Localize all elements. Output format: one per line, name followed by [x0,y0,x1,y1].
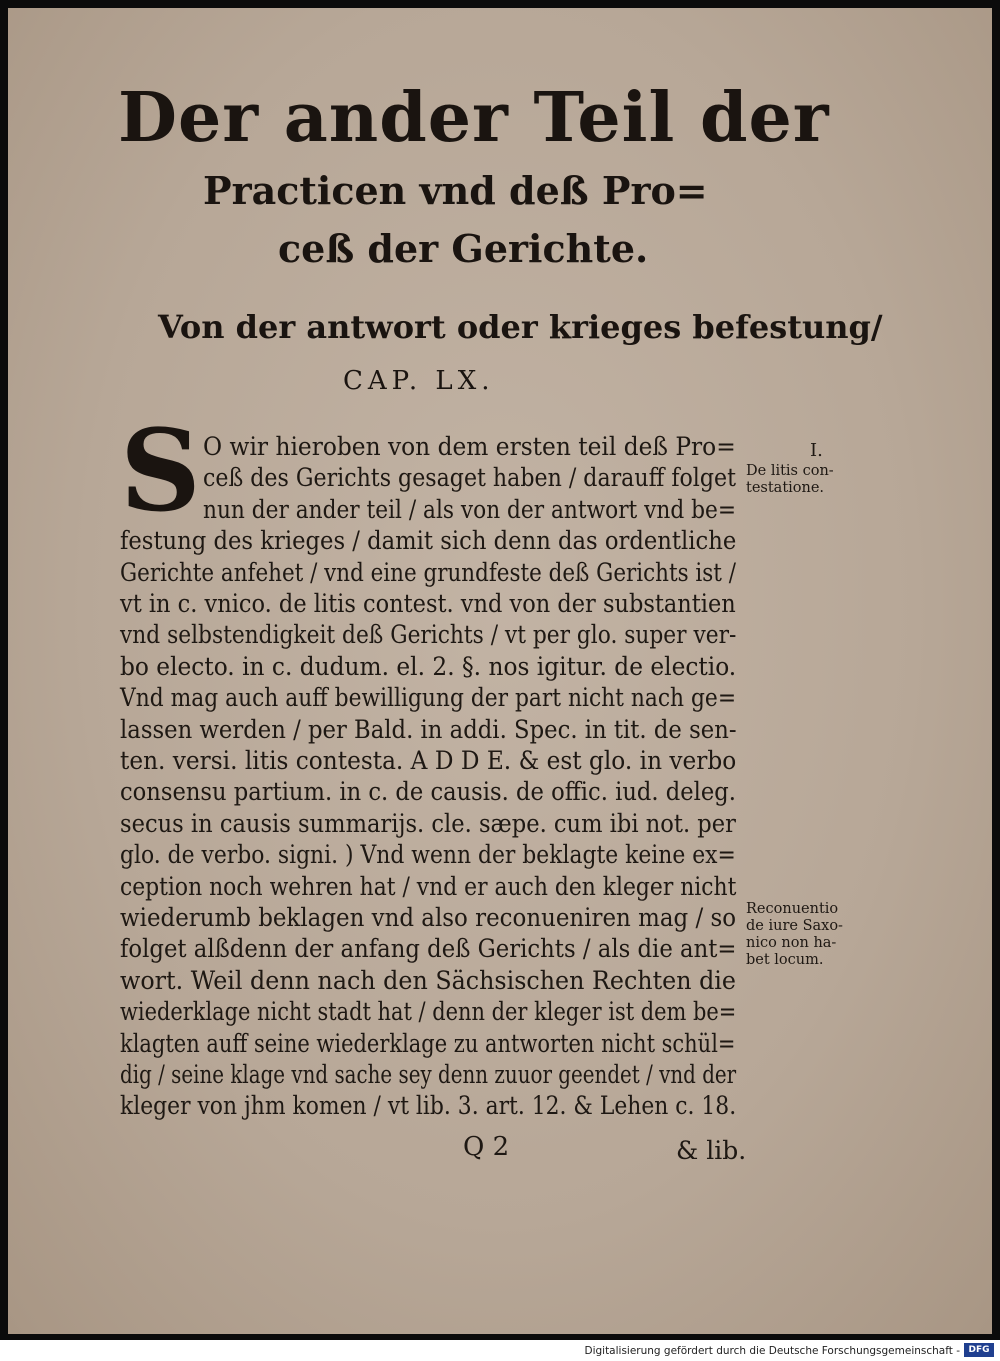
body-line: ceß des Gerichts gesaget haben / darauff folget [203,463,736,493]
body-line: secus in causis summarijs. cle. sæpe. cum ibi not. per [120,808,736,838]
margin-note-line: testatione. [746,480,825,496]
margin-note-line: nico non ha- [746,935,837,951]
body-line: dig / seine klage vnd sache sey denn zuuor geendet / vnd der [120,1060,737,1089]
page-title-line-2: Practicen vnd deß Pro= [203,168,708,213]
body-line: bo electo. in c. dudum. el. 2. §. nos igitur. de electio. [120,651,737,681]
digitization-footer [0,1341,1000,1361]
chapter-title: Von der antwort oder krieges befestung/ [158,308,883,346]
margin-number: I. [810,440,823,461]
funding-credit: Digitalisierung gefördert durch die Deutsche Forschungsgemeinschaft - [584,1345,960,1357]
body-line: O wir hieroben von dem ersten teil deß Pro= [203,432,736,461]
body-line: kleger von jhm komen / vt lib. 3. art. 12. & Lehen c. 18. [120,1091,737,1121]
body-line: klagten auff seine wiederklage zu antworten nicht schül= [120,1028,736,1058]
dfg-logo-icon: DFG [964,1343,994,1357]
body-line: wort. Weil denn nach den Sächsischen Rechten die [120,965,736,995]
decorated-initial: S [120,406,201,537]
margin-note-line: De litis con- [746,463,834,479]
page-title-line-1: Der ander Teil der [118,78,830,158]
body-line: festung des krieges / damit sich denn das ordentliche [120,526,737,556]
body-line: lassen werden / per Bald. in addi. Spec. in tit. de sen- [120,714,737,744]
book-page [8,8,992,1334]
margin-note-line: Reconuentio [746,901,839,917]
body-line: nun der ander teil / als von der antwort vnd be= [203,494,737,524]
body-line: glo. de verbo. signi. ) Vnd wenn der beklagte keine ex= [120,840,736,870]
body-line: ten. versi. litis contesta. A D D E. & est glo. in verbo [120,746,737,775]
body-line: consensu partium. in c. de causis. de offic. iud. deleg. [120,777,736,807]
chapter-number: CAP. LX. [343,366,495,396]
body-line: Gerichte anfehet / vnd eine grundfeste deß Gerichts ist / [120,557,736,587]
signature-mark: Q 2 [463,1132,510,1162]
body-line: wiederumb beklagen vnd also reconueniren mag / so [120,903,737,932]
body-line: vt in c. vnico. de litis contest. vnd von der substantien [120,589,736,618]
body-line: folget alßdenn der anfang deß Gerichts / als die ant= [120,934,737,964]
margin-note-line: bet locum. [746,952,824,968]
page-title-line-3: ceß der Gerichte. [278,226,649,271]
margin-note-line: de iure Saxo- [746,918,843,934]
body-line: ception noch wehren hat / vnd er auch den kleger nicht [120,871,737,901]
body-line: Vnd mag auch auff bewilligung der part nicht nach ge= [120,683,737,713]
body-line: wiederklage nicht stadt hat / denn der kleger ist dem be= [120,997,737,1027]
catchword: & lib. [676,1136,747,1165]
body-line: vnd selbstendigkeit deß Gerichts / vt per glo. super ver- [120,620,737,650]
